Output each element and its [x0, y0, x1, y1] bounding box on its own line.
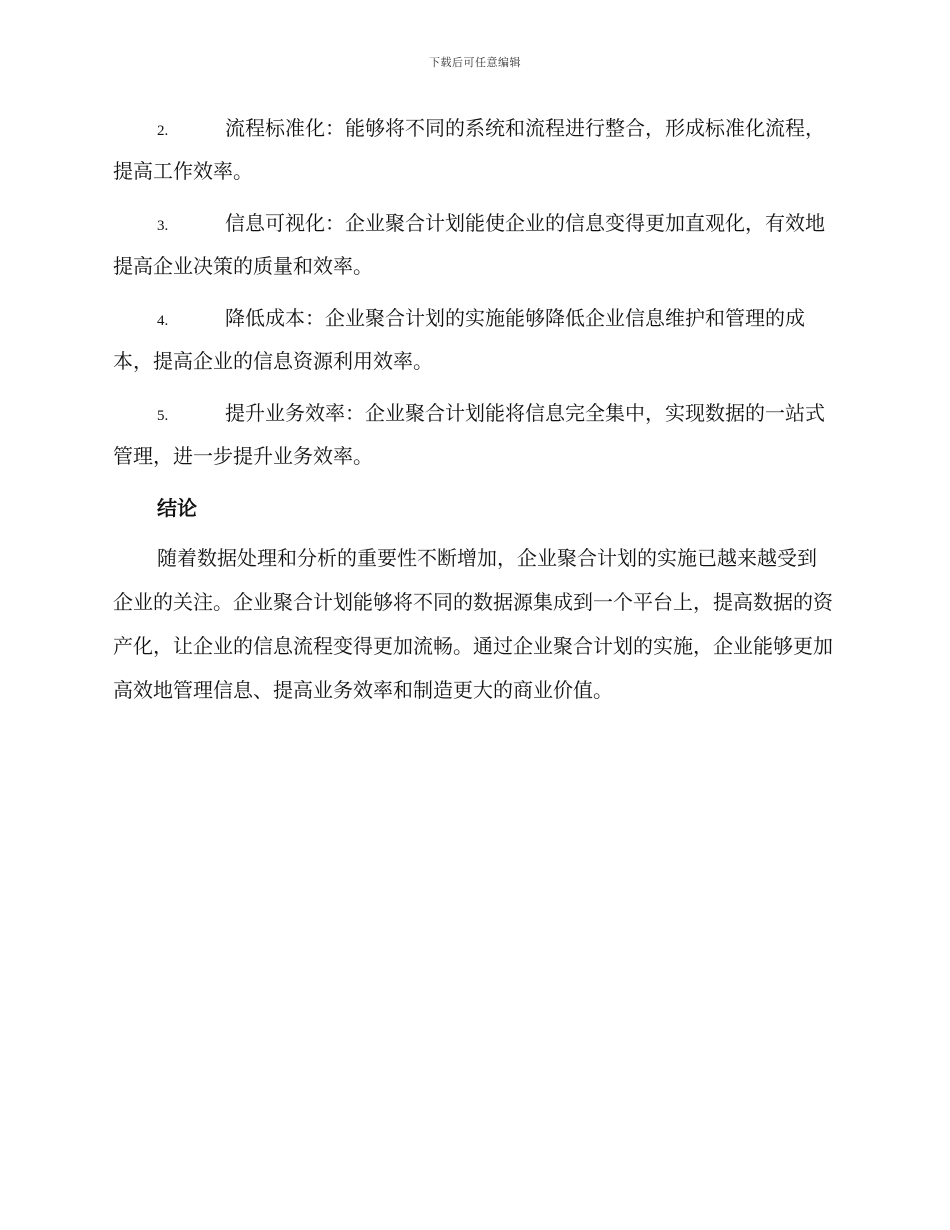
header-note: 下载后可任意编辑 — [429, 56, 521, 69]
list-item-number: 5. — [157, 408, 169, 424]
list-item-text: 流程标准化：能够将不同的系统和流程进行整合，形成标准化流程，提高工作效率。 — [113, 116, 825, 183]
list-item — [113, 393, 835, 476]
list-item-text: 信息可视化：企业聚合计划能使企业的信息变得更加直观化，有效地提高企业决策的质量和效率。 — [113, 211, 825, 278]
list-item-number: 2. — [157, 123, 169, 139]
document-content — [113, 108, 835, 712]
list-item — [113, 298, 835, 381]
list-item-number: 3. — [157, 218, 169, 234]
conclusion-paragraph: 随着数据处理和分析的重要性不断增加，企业聚合计划的实施已越来越受到企业的关注。企业聚合计划能够将不同的数据源集成到一个平台上，提高数据的资产化，让企业的信息流程变得更加流畅。通过企业聚合计划的实施，企业能够更加高效地管理信息、提高业务效率和制造更大的商业价值。 — [113, 546, 833, 702]
list-item — [113, 108, 835, 191]
list-item-text: 降低成本：企业聚合计划的实施能够降低企业信息维护和管理的成本，提高企业的信息资源利用效率。 — [113, 306, 805, 373]
list-item-number: 4. — [157, 313, 169, 329]
list-item — [113, 203, 835, 286]
section-heading-conclusion: 结论 — [157, 496, 197, 520]
list-item-text: 提升业务效率：企业聚合计划能将信息完全集中，实现数据的一站式管理，进一步提升业务效率。 — [113, 401, 825, 468]
